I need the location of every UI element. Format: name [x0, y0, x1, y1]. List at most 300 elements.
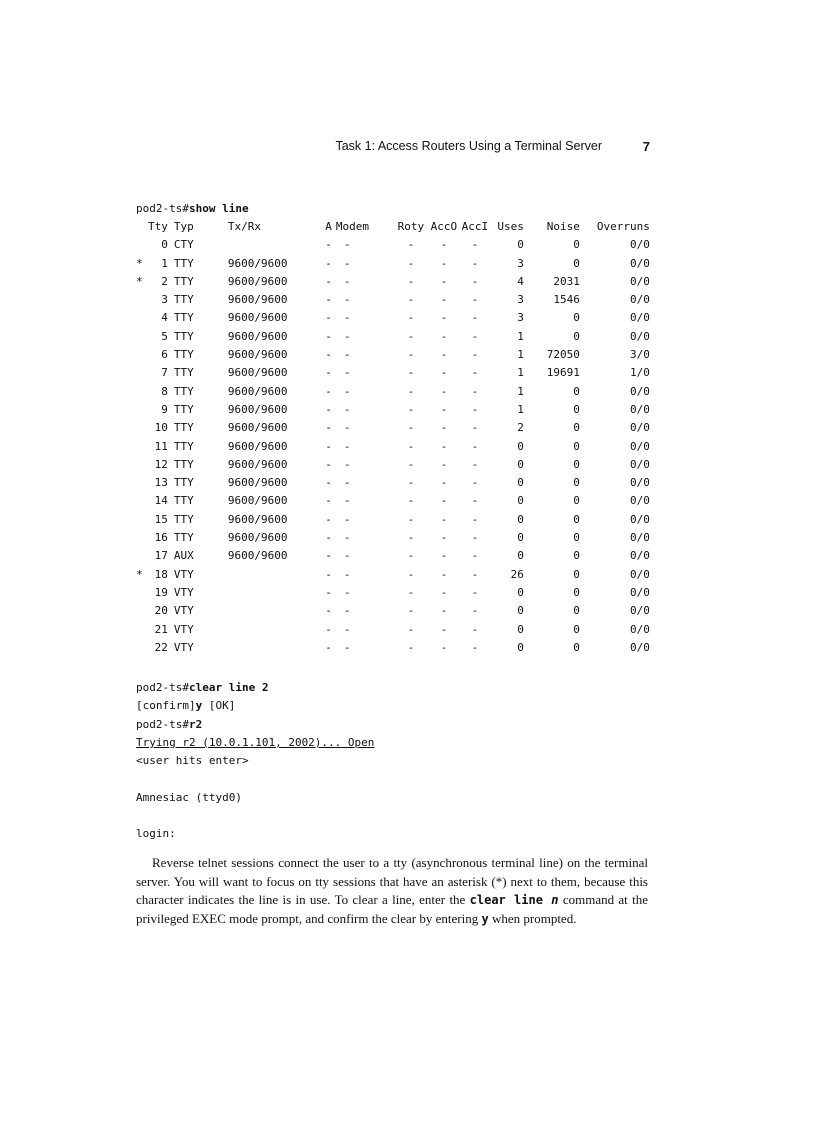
cell-a: -	[325, 604, 332, 618]
table-row	[136, 309, 650, 327]
cell-overruns: 0/0	[630, 604, 650, 618]
cell-acci: -	[471, 549, 479, 563]
cell-typ: VTY	[173, 640, 194, 654]
cell-uses: 0	[517, 494, 524, 508]
cell-tty: 5	[161, 329, 168, 343]
cell-txrx: 9600/9600	[227, 494, 288, 508]
cell-uses: 0	[517, 604, 524, 618]
running-header-title: Task 1: Access Routers Using a Terminal Server	[335, 139, 602, 153]
cell-acco: -	[440, 384, 448, 398]
cell-noise: 0	[573, 640, 580, 654]
cell-acco: -	[440, 238, 448, 252]
cell-noise: 0	[573, 311, 580, 325]
cell-roty: -	[407, 402, 415, 416]
cell-uses: 0	[517, 439, 524, 453]
cell-acci: -	[471, 329, 479, 343]
trying-line: Trying r2 (10.0.1.101, 2002)... Open	[136, 735, 375, 749]
cell-roty: -	[407, 640, 415, 654]
cell-txrx	[214, 621, 302, 639]
cell-acco: -	[440, 256, 448, 270]
cell-txrx: 9600/9600	[227, 384, 288, 398]
cell-overruns: 0/0	[630, 531, 650, 545]
cell-tty: 7	[161, 366, 168, 380]
cell-noise: 0	[573, 421, 580, 435]
cell-tty: 22	[154, 640, 168, 654]
confirm-input: y	[195, 699, 203, 713]
table-row	[136, 529, 650, 547]
table-row	[136, 566, 650, 584]
cell-acci: -	[471, 439, 479, 453]
cell-mark: *	[136, 274, 143, 288]
show-line-table	[136, 218, 650, 657]
table-row	[136, 511, 650, 529]
cell-noise: 0	[573, 531, 580, 545]
cell-acci: -	[471, 531, 479, 545]
cell-acco: -	[440, 274, 448, 288]
cell-typ: TTY	[173, 421, 194, 435]
cell-typ: TTY	[173, 457, 194, 471]
cell-roty: -	[407, 567, 415, 581]
cell-modem: -	[343, 457, 351, 471]
cell-roty: -	[407, 311, 415, 325]
cell-roty: -	[407, 439, 415, 453]
cell-uses: 0	[517, 622, 524, 636]
cell-mark	[136, 346, 148, 364]
cell-mark	[136, 529, 148, 547]
col-acci: AccI	[461, 220, 489, 233]
cell-txrx: 9600/9600	[227, 402, 288, 416]
cell-typ: VTY	[173, 622, 194, 636]
cell-uses: 1	[517, 366, 524, 380]
cell-tty: 8	[161, 384, 168, 398]
cell-modem: -	[343, 256, 351, 270]
cell-noise: 0	[573, 238, 580, 252]
cell-acci: -	[471, 238, 479, 252]
cell-mark	[136, 364, 148, 382]
cell-acco: -	[440, 366, 448, 380]
cell-mark: *	[136, 256, 143, 270]
cell-acci: -	[471, 293, 479, 307]
cell-a: -	[325, 549, 332, 563]
cell-uses: 1	[517, 384, 524, 398]
cell-overruns: 1/0	[630, 366, 650, 380]
table-row	[136, 255, 650, 273]
cell-overruns: 0/0	[630, 512, 650, 526]
cell-a: -	[325, 531, 332, 545]
cell-noise: 0	[573, 329, 580, 343]
prompt: pod2-ts#	[136, 717, 189, 731]
cell-mark	[136, 492, 148, 510]
cell-modem: -	[343, 329, 351, 343]
cell-a: -	[325, 457, 332, 471]
cell-roty: -	[407, 348, 415, 362]
cell-txrx: 9600/9600	[227, 421, 288, 435]
table-row	[136, 364, 650, 382]
cell-a: -	[325, 512, 332, 526]
cell-typ: TTY	[173, 512, 194, 526]
cell-noise: 19691	[546, 366, 580, 380]
cell-modem: -	[343, 274, 351, 288]
cell-tty: 15	[154, 512, 168, 526]
cell-modem: -	[343, 531, 351, 545]
cell-tty: 12	[154, 457, 168, 471]
cell-modem: -	[343, 640, 351, 654]
cell-a: -	[325, 384, 332, 398]
cell-acco: -	[440, 640, 448, 654]
cell-acci: -	[471, 476, 479, 490]
cell-noise: 0	[573, 457, 580, 471]
cell-overruns: 0/0	[630, 402, 650, 416]
cell-roty: -	[407, 238, 415, 252]
cell-typ: TTY	[173, 293, 194, 307]
cell-tty: 17	[154, 549, 168, 563]
confirm-prompt: [confirm]	[136, 699, 196, 713]
cell-noise: 0	[573, 439, 580, 453]
cell-acci: -	[471, 421, 479, 435]
col-txrx: Tx/Rx	[227, 220, 261, 233]
cell-noise: 1546	[553, 293, 580, 307]
cell-typ: TTY	[173, 402, 194, 416]
cell-modem: -	[343, 622, 351, 636]
cell-acco: -	[440, 348, 448, 362]
cell-mark	[136, 236, 148, 254]
col-modem: Modem	[335, 220, 369, 233]
cell-overruns: 0/0	[630, 476, 650, 490]
cell-overruns: 0/0	[630, 311, 650, 325]
cell-acci: -	[471, 494, 479, 508]
cell-acco: -	[440, 476, 448, 490]
cell-noise: 72050	[546, 348, 580, 362]
cell-modem: -	[343, 567, 351, 581]
cell-modem: -	[343, 348, 351, 362]
cell-acco: -	[440, 512, 448, 526]
cell-tty: 13	[154, 476, 168, 490]
cell-modem: -	[343, 402, 351, 416]
cell-typ: TTY	[173, 531, 194, 545]
table-row	[136, 639, 650, 657]
cell-tty: 10	[154, 421, 168, 435]
cell-acci: -	[471, 348, 479, 362]
cell-noise: 0	[573, 476, 580, 490]
cell-acco: -	[440, 329, 448, 343]
cell-a: -	[325, 567, 332, 581]
cell-roty: -	[407, 604, 415, 618]
cell-acci: -	[471, 256, 479, 270]
cell-mark	[136, 639, 148, 657]
cell-a: -	[325, 402, 332, 416]
cell-uses: 0	[517, 640, 524, 654]
cell-acci: -	[471, 567, 479, 581]
cell-txrx: 9600/9600	[227, 348, 288, 362]
cell-acco: -	[440, 622, 448, 636]
cell-acco: -	[440, 311, 448, 325]
code-y: y	[481, 911, 489, 926]
cell-overruns: 0/0	[630, 274, 650, 288]
cell-typ: TTY	[173, 256, 194, 270]
table-row	[136, 328, 650, 346]
cell-typ: TTY	[173, 274, 194, 288]
cell-acco: -	[440, 293, 448, 307]
cell-roty: -	[407, 274, 415, 288]
cell-acci: -	[471, 457, 479, 471]
cell-modem: -	[343, 366, 351, 380]
cell-typ: VTY	[173, 585, 194, 599]
cell-uses: 0	[517, 549, 524, 563]
cell-uses: 1	[517, 348, 524, 362]
cell-mark	[136, 602, 148, 620]
prose-text-2: command at the privileged EXEC mode prompt, and confirm the clear by entering	[136, 892, 648, 926]
cell-txrx: 9600/9600	[227, 549, 288, 563]
cell-a: -	[325, 622, 332, 636]
cell-roty: -	[407, 366, 415, 380]
cell-a: -	[325, 238, 332, 252]
table-header-row	[136, 218, 650, 236]
cell-overruns: 0/0	[630, 494, 650, 508]
login-prompt: login:	[136, 827, 176, 841]
cell-a: -	[325, 640, 332, 654]
cell-typ: TTY	[173, 311, 194, 325]
cell-noise: 0	[573, 549, 580, 563]
cell-a: -	[325, 274, 332, 288]
cell-mark	[136, 621, 148, 639]
cell-typ: VTY	[173, 567, 194, 581]
cell-roty: -	[407, 476, 415, 490]
cell-modem: -	[343, 585, 351, 599]
cell-txrx: 9600/9600	[227, 457, 288, 471]
prose-text-3: when prompted.	[488, 910, 577, 926]
cell-tty: 1	[161, 256, 168, 270]
cell-overruns: 0/0	[630, 622, 650, 636]
cell-uses: 0	[517, 531, 524, 545]
cell-mark	[136, 474, 148, 492]
cell-tty: 18	[154, 567, 168, 581]
code-text: clear line	[469, 893, 552, 908]
col-tty: Tty	[148, 220, 168, 233]
cell-typ: TTY	[173, 494, 194, 508]
table-row	[136, 492, 650, 510]
prompt: pod2-ts#	[136, 202, 189, 215]
cell-mark	[136, 511, 148, 529]
cell-a: -	[325, 476, 332, 490]
table-row	[136, 621, 650, 639]
cell-acco: -	[440, 531, 448, 545]
cell-noise: 0	[573, 402, 580, 416]
table-row	[136, 346, 650, 364]
clear-line-code	[470, 893, 559, 907]
confirm-result: [OK]	[202, 699, 236, 713]
cell-typ: AUX	[173, 549, 194, 563]
cell-roty: -	[407, 384, 415, 398]
cell-noise: 0	[573, 256, 580, 270]
cell-noise: 0	[573, 512, 580, 526]
table-row	[136, 291, 650, 309]
cell-acci: -	[471, 274, 479, 288]
cell-acci: -	[471, 366, 479, 380]
cell-txrx	[214, 639, 302, 657]
cell-txrx	[214, 236, 302, 254]
prose-text-1: Reverse telnet sessions connect the user to a tty (asynchronous terminal line) on the terminal server. You will want to focus on tty sessions that have an asterisk (*) next to them, because this character indicates the line is in use. To clear a line, enter the	[136, 855, 648, 908]
prompt: pod2-ts#	[136, 681, 189, 694]
cell-overruns: 0/0	[630, 293, 650, 307]
cell-mark	[136, 309, 148, 327]
cell-uses: 0	[517, 585, 524, 599]
cell-acci: -	[471, 311, 479, 325]
cell-acco: -	[440, 439, 448, 453]
table-row	[136, 419, 650, 437]
cell-txrx: 9600/9600	[227, 329, 288, 343]
cell-acci: -	[471, 640, 479, 654]
r2-command: r2	[188, 717, 203, 731]
cell-roty: -	[407, 585, 415, 599]
cell-modem: -	[343, 494, 351, 508]
cell-tty: 11	[154, 439, 168, 453]
session-transcript	[136, 679, 374, 844]
cell-tty: 0	[161, 238, 168, 252]
col-overruns: Overruns	[596, 220, 650, 233]
cell-txrx: 9600/9600	[227, 512, 288, 526]
cell-roty: -	[407, 329, 415, 343]
cell-txrx: 9600/9600	[227, 531, 288, 545]
col-noise: Noise	[546, 220, 580, 233]
explanation-paragraph	[136, 854, 648, 928]
cell-txrx: 9600/9600	[227, 293, 288, 307]
amnesiac-line: Amnesiac (ttyd0)	[136, 790, 242, 804]
cell-uses: 0	[517, 238, 524, 252]
cell-tty: 16	[154, 531, 168, 545]
cell-txrx: 9600/9600	[227, 439, 288, 453]
cell-mark	[136, 547, 148, 565]
cell-roty: -	[407, 256, 415, 270]
cell-roty: -	[407, 549, 415, 563]
page-number: 7	[642, 139, 650, 154]
cell-acco: -	[440, 585, 448, 599]
cell-acco: -	[440, 421, 448, 435]
cell-acci: -	[471, 585, 479, 599]
table-row	[136, 236, 650, 254]
table-row	[136, 438, 650, 456]
cell-a: -	[325, 329, 332, 343]
cell-tty: 9	[161, 402, 168, 416]
cell-modem: -	[343, 604, 351, 618]
table-row	[136, 584, 650, 602]
show-line-command	[136, 200, 249, 218]
cell-a: -	[325, 256, 332, 270]
col-a: A	[325, 220, 332, 233]
cell-uses: 3	[517, 256, 524, 270]
cell-modem: -	[343, 311, 351, 325]
cell-mark	[136, 438, 148, 456]
cell-roty: -	[407, 293, 415, 307]
cell-tty: 21	[154, 622, 168, 636]
cell-uses: 1	[517, 329, 524, 343]
col-uses: Uses	[497, 220, 524, 233]
cell-acco: -	[440, 494, 448, 508]
clear-line-command: clear line 2	[188, 681, 269, 694]
cell-overruns: 0/0	[630, 384, 650, 398]
cell-txrx	[214, 566, 302, 584]
cell-a: -	[325, 366, 332, 380]
cell-roty: -	[407, 622, 415, 636]
cell-mark	[136, 328, 148, 346]
cell-modem: -	[343, 439, 351, 453]
cell-overruns: 0/0	[630, 585, 650, 599]
cell-a: -	[325, 494, 332, 508]
cell-tty: 20	[154, 604, 168, 618]
cell-modem: -	[343, 421, 351, 435]
cell-mark: *	[136, 567, 143, 581]
cell-uses: 1	[517, 402, 524, 416]
table-row	[136, 456, 650, 474]
cell-typ: TTY	[173, 384, 194, 398]
cell-a: -	[325, 439, 332, 453]
col-roty: Roty	[397, 220, 425, 233]
cell-typ: CTY	[173, 238, 194, 252]
cell-overruns: 0/0	[630, 549, 650, 563]
cell-noise: 0	[573, 494, 580, 508]
cell-typ: TTY	[173, 329, 194, 343]
table-row	[136, 383, 650, 401]
cell-txrx: 9600/9600	[227, 256, 288, 270]
cell-roty: -	[407, 494, 415, 508]
cell-typ: TTY	[173, 366, 194, 380]
cell-noise: 0	[573, 585, 580, 599]
cell-mark	[136, 383, 148, 401]
cell-roty: -	[407, 512, 415, 526]
cell-a: -	[325, 348, 332, 362]
cell-uses: 2	[517, 421, 524, 435]
cell-txrx	[214, 584, 302, 602]
col-typ: Typ	[173, 220, 194, 233]
cell-noise: 0	[573, 567, 580, 581]
cell-acco: -	[440, 402, 448, 416]
cell-tty: 14	[154, 494, 168, 508]
cell-acci: -	[471, 604, 479, 618]
cell-mark	[136, 419, 148, 437]
cell-tty: 4	[161, 311, 168, 325]
cell-noise: 0	[573, 622, 580, 636]
cell-mark	[136, 584, 148, 602]
cell-modem: -	[343, 476, 351, 490]
cell-mark	[136, 456, 148, 474]
cell-txrx: 9600/9600	[227, 274, 288, 288]
user-hits-enter: <user hits enter>	[136, 754, 249, 768]
cell-overruns: 0/0	[630, 640, 650, 654]
cell-acci: -	[471, 622, 479, 636]
cell-tty: 2	[161, 274, 168, 288]
cell-noise: 0	[573, 384, 580, 398]
cell-uses: 3	[517, 293, 524, 307]
cell-modem: -	[343, 512, 351, 526]
cell-overruns: 0/0	[630, 567, 650, 581]
cell-uses: 26	[510, 567, 524, 581]
cell-uses: 0	[517, 512, 524, 526]
cell-txrx: 9600/9600	[227, 366, 288, 380]
cell-noise: 2031	[553, 274, 580, 288]
cell-txrx: 9600/9600	[227, 311, 288, 325]
col-acco: AccO	[430, 220, 458, 233]
cell-a: -	[325, 585, 332, 599]
cell-modem: -	[343, 384, 351, 398]
cell-typ: TTY	[173, 439, 194, 453]
cell-mark	[136, 401, 148, 419]
cell-a: -	[325, 421, 332, 435]
cell-uses: 4	[517, 274, 524, 288]
cell-uses: 3	[517, 311, 524, 325]
running-header	[120, 139, 650, 157]
cell-acco: -	[440, 604, 448, 618]
cell-overruns: 0/0	[630, 421, 650, 435]
cell-overruns: 0/0	[630, 238, 650, 252]
